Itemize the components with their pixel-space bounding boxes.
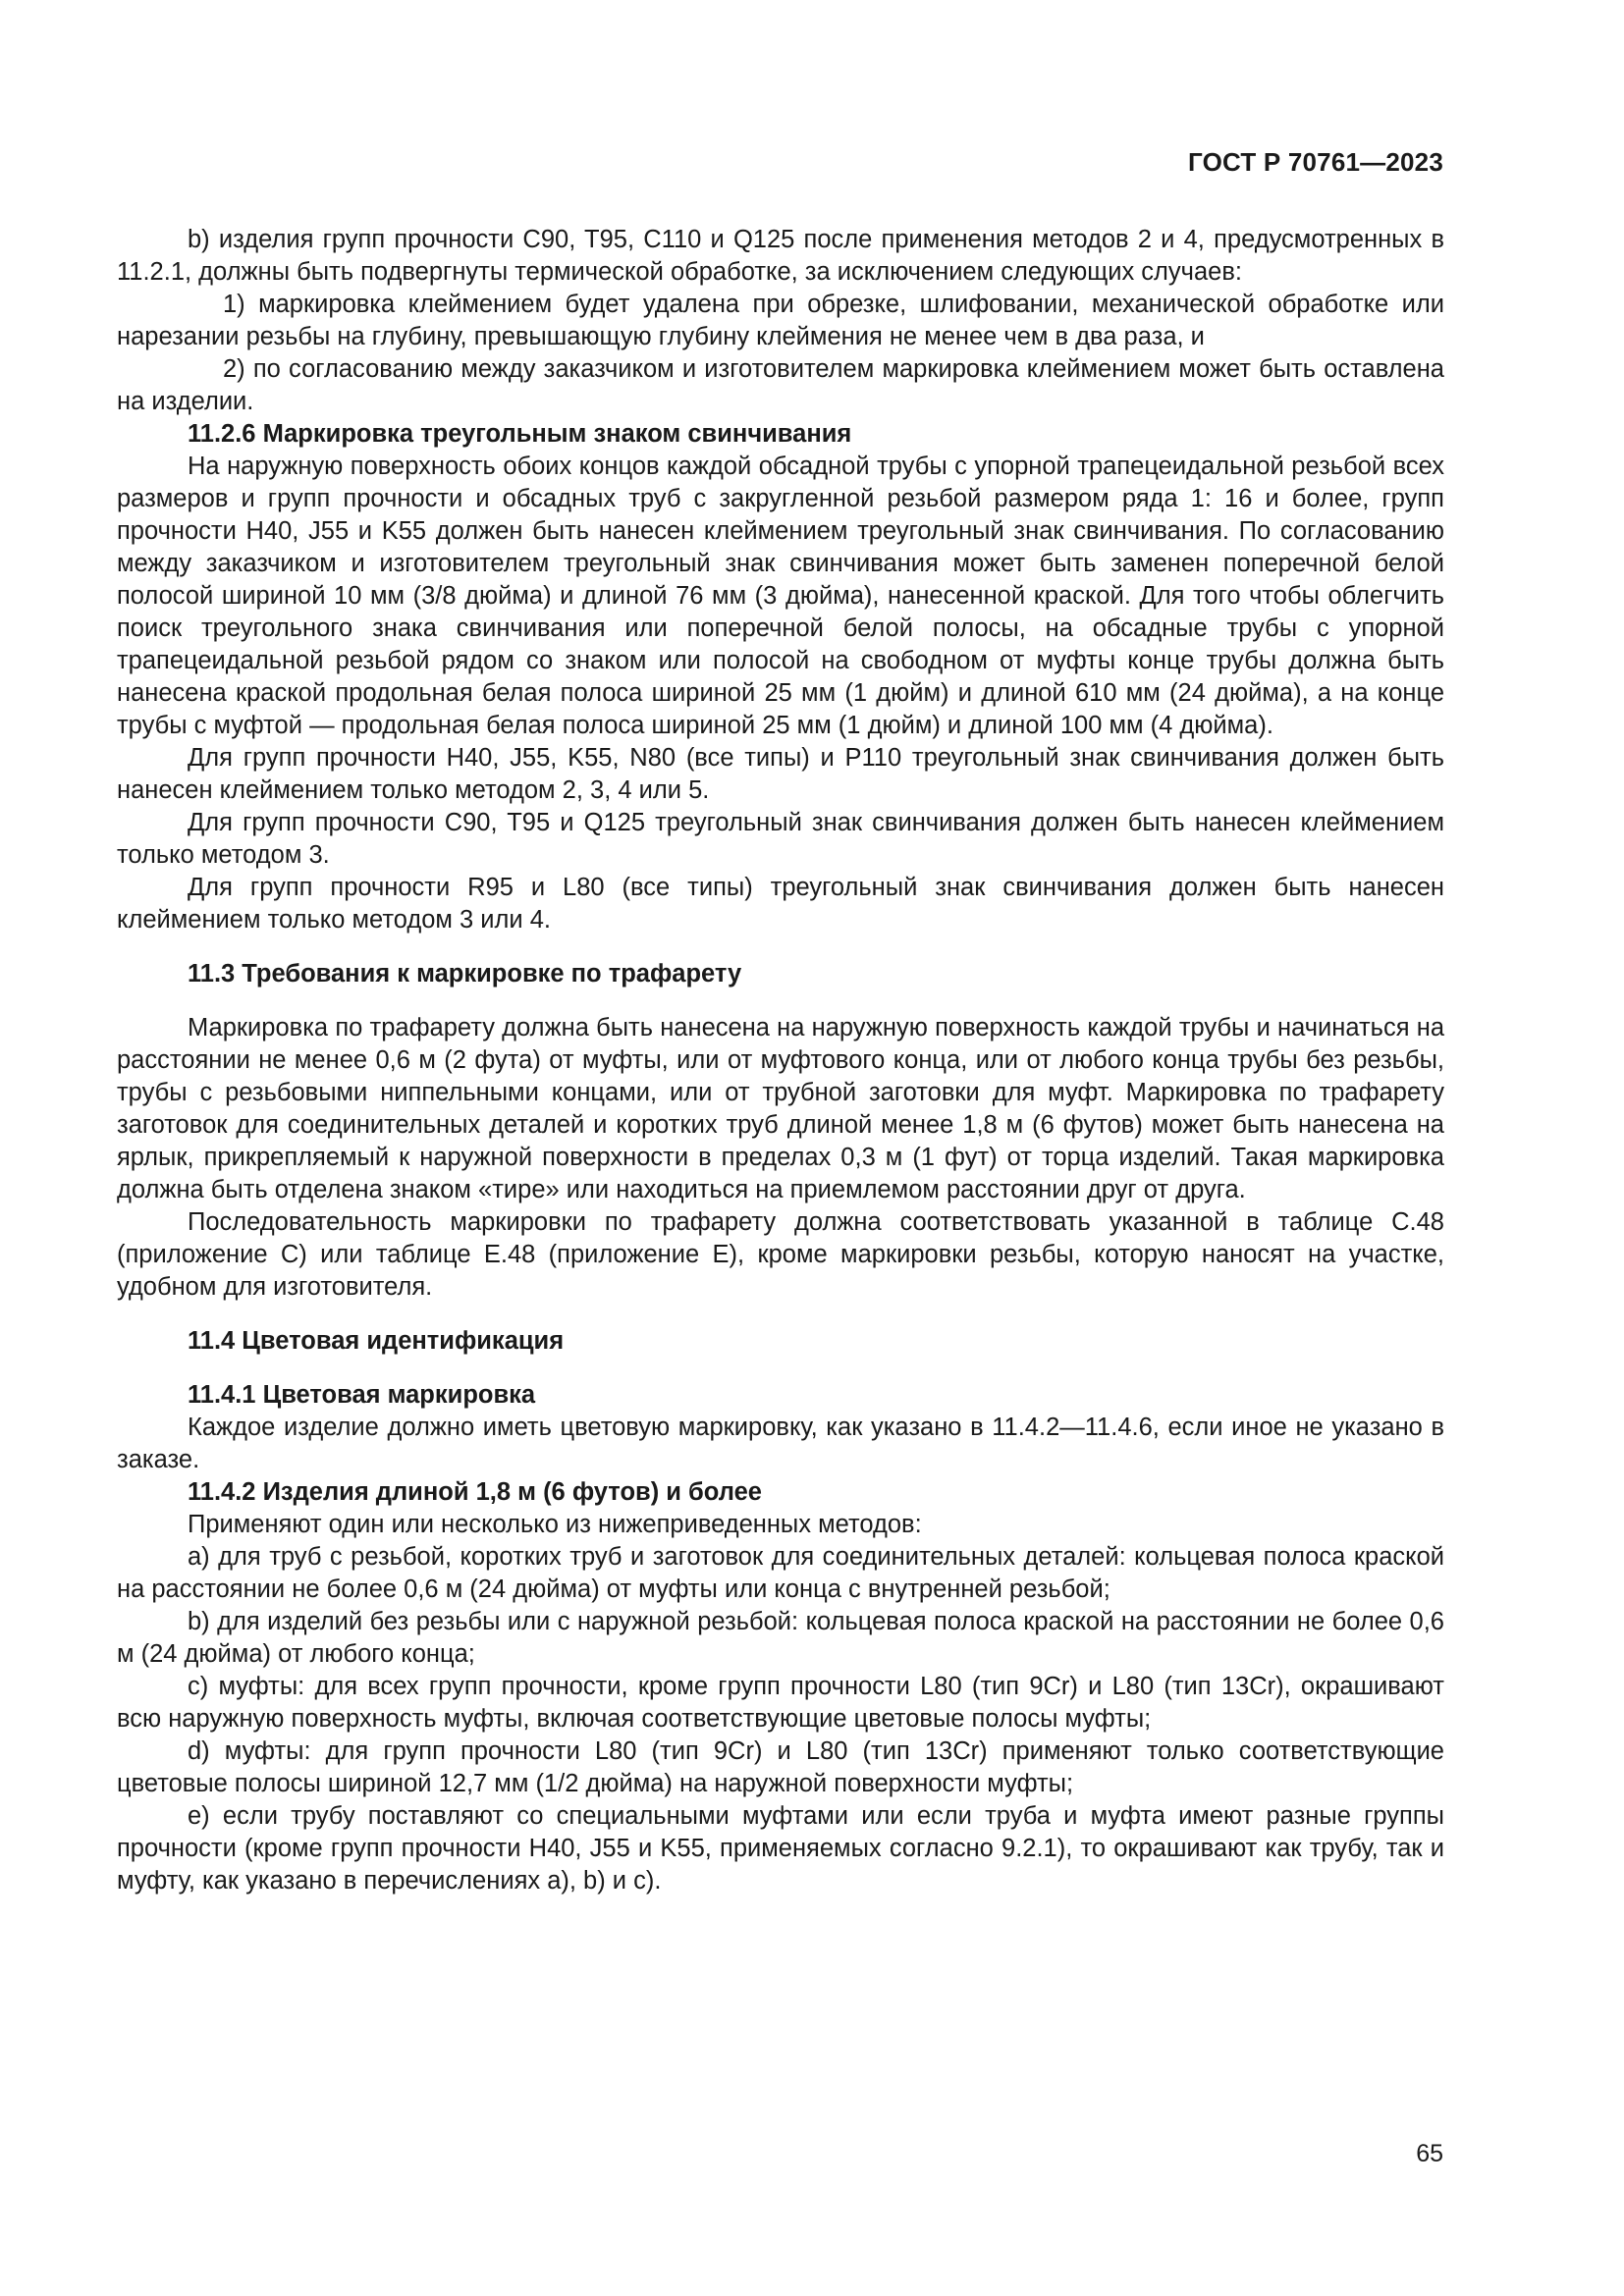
list-item: e) если трубу поставляют со специальными муфтами или если труба и муфта имеют разные группы прочности (кроме групп прочности H40, J55 и K55, применяемых согласно 9.2.1), то окрашивают как трубу, так и муфту, как указано в перечислениях a), b) и c). [117,1802,1444,1895]
paragraph: b) изделия групп прочности C90, T95, C110 и Q125 после применения методов 2 и 4, предусмотренных в 11.2.1, должны быть подвергнуты термической обработке, за исключением следующих случаев: [117,226,1444,286]
list-item: b) для изделий без резьбы или с наружной резьбой: кольцевая полоса краской на расстоянии не более 0,6 м (24 дюйма) от любого конца; [117,1608,1444,1668]
paragraph: На наружную поверхность обоих концов каждой обсадной трубы с упорной трапецеидальной резьбой всех размеров и групп прочности и обсадных труб с закругленной резьбой размером ряда 1: 16 и более, групп прочности H40, J55 и K55 должен быть нанесен клеймением треугольный знак свинчивания. По согласованию между заказчиком и изготовителем треугольный знак свинчивания может быть заменен поперечной белой полосой шириной 10 мм (3/8 дюйма) и длиной 76 мм (3 дюйма), нанесенной краской. Для того чтобы облегчить поиск треугольного знака свинчивания или поперечной белой полосы, на обсадные трубы с упорной трапецеидальной резьбой рядом со знаком или полосой на свободном от муфты конце трубы должна быть нанесена краской продольная белая полоса шириной 25 мм (1 дюйм) и длиной 610 мм (24 дюйма), а на конце трубы с муфтой — продольная белая полоса шириной 25 мм (1 дюйм) и длиной 100 мм (4 дюйма). [117,453,1444,739]
list-item: a) для труб с резьбой, коротких труб и заготовок для соединительных деталей: кольцевая полоса краской на расстоянии не более 0,6 м (24 дюйма) от муфты или конца с внутренней резьбой; [117,1543,1444,1603]
document-body [117,224,1444,1897]
document-code: ГОСТ Р 70761—2023 [1188,147,1443,177]
list-item: 1) маркировка клеймением будет удалена при обрезке, шлифовании, механической обработке или нарезании резьбы на глубину, превышающую глубину клеймения не менее чем в два раза, и [117,291,1444,350]
list-item: d) муфты: для групп прочности L80 (тип 9Cr) и L80 (тип 13Cr) применяют только соответствующие цветовые полосы шириной 12,7 мм (1/2 дюйма) на наружной поверхности муфты; [117,1737,1444,1797]
paragraph: Для групп прочности H40, J55, K55, N80 (все типы) и P110 треугольный знак свинчивания должен быть нанесен клеймением только методом 2, 3, 4 или 5. [117,744,1444,804]
paragraph: Применяют один или несколько из нижеприведенных методов: [188,1511,922,1538]
paragraph: Для групп прочности C90, T95 и Q125 треугольный знак свинчивания должен быть нанесен клеймением только методом 3. [117,809,1444,869]
section-heading: 11.2.6 Маркировка треугольным знаком свинчивания [188,420,852,448]
paragraph: Последовательность маркировки по трафарету должна соответствовать указанной в таблице C.48 (приложение C) или таблице E.48 (приложение E), кроме маркировки резьбы, которую наносят на участке, удобном для изготовителя. [117,1208,1444,1301]
paragraph: Для групп прочности R95 и L80 (все типы) треугольный знак свинчивания должен быть нанесен клеймением только методом 3 или 4. [117,874,1444,934]
section-heading: 11.3 Требования к маркировке по трафарету [188,960,742,988]
section-heading: 11.4 Цветовая идентификация [188,1327,565,1355]
page-number: 65 [1416,2140,1443,2167]
section-heading: 11.4.2 Изделия длиной 1,8 м (6 футов) и более [188,1478,762,1506]
list-item: c) муфты: для всех групп прочности, кроме групп прочности L80 (тип 9Cr) и L80 (тип 13Cr), окрашивают всю наружную поверхность муфты, включая соответствующие цветовые полосы муфты; [117,1673,1444,1733]
list-item: 2) по согласованию между заказчиком и изготовителем маркировка клеймением может быть оставлена на изделии. [117,355,1444,415]
paragraph: Маркировка по трафарету должна быть нанесена на наружную поверхность каждой трубы и начинаться на расстоянии не менее 0,6 м (2 фута) от муфты, или от муфтового конца, или от любого конца трубы без резьбы, трубы с резьбовыми ниппельными концами, или от трубной заготовки для муфт. Маркировка по трафарету заготовок для соединительных деталей и коротких труб длиной менее 1,8 м (6 футов) может быть нанесена на ярлык, прикрепляемый к наружной поверхности в пределах 0,3 м (1 фут) от торца изделий. Такая маркировка должна быть отделена знаком «тире» или находиться на приемлемом расстоянии друг от друга. [117,1014,1444,1203]
paragraph: Каждое изделие должно иметь цветовую маркировку, как указано в 11.4.2—11.4.6, если иное не указано в заказе. [117,1414,1444,1473]
section-heading: 11.4.1 Цветовая маркировка [188,1381,536,1409]
